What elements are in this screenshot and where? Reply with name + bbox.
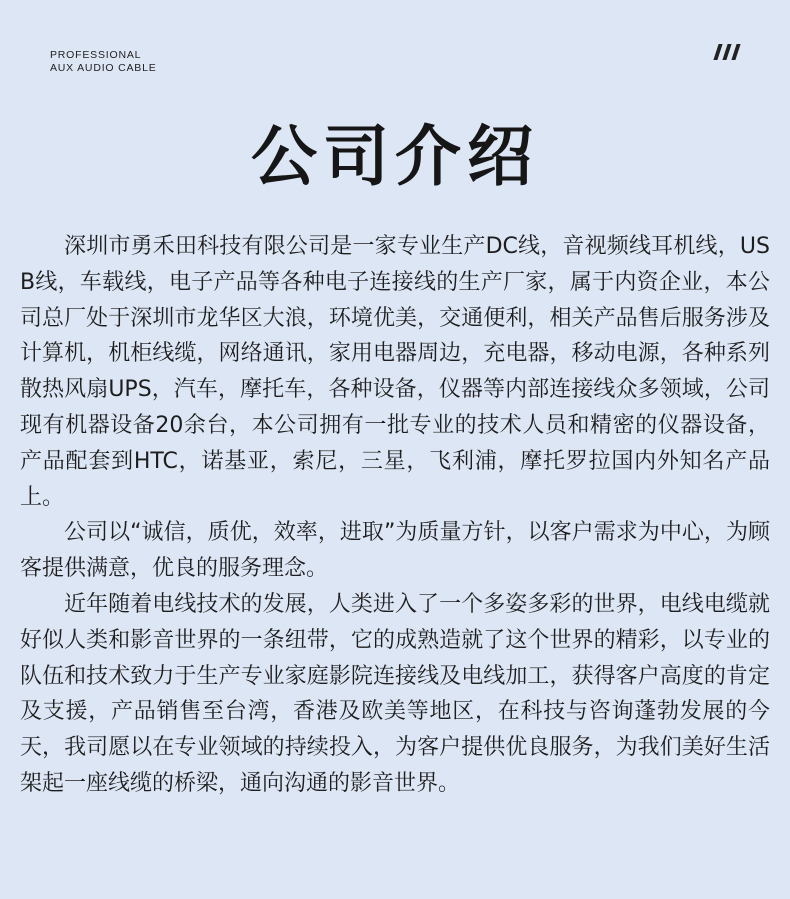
triple-slash-icon <box>716 44 738 60</box>
slash-mark <box>722 44 731 60</box>
brand-label <box>50 49 157 75</box>
slash-mark <box>713 44 722 60</box>
page-title: 公司介绍 <box>251 118 539 195</box>
paragraph-development: 近年随着电线技术的发展，人类进入了一个多姿多彩的世界，电线电缆就好似人类和影音世界的一条纽带，它的成熟造就了这个世界的精彩，以专业的队伍和技术致力于生产专业家庭影院连接线及电线加工，获得客户高度的肯定及支援，产品销售至台湾，香港及欧美等地区，在科技与咨询蓬勃发展的今天，我司愿以在专业领域的持续投入，为客户提供优良服务，为我们美好生活架起一座线缆的桥梁，通向沟通的影音世界。 <box>20 591 770 796</box>
brand-line-aux-audio-cable: AUX AUDIO CABLE <box>50 62 157 74</box>
paragraph-company-profile: 深圳市勇禾田科技有限公司是一家专业生产DC线，音视频线耳机线，USB线，车载线，电子产品等各种电子连接线的生产厂家，属于内资企业，本公司总厂处于深圳市龙华区大浪，环境优美，交通便利，相关产品售后服务涉及计算机，机柜线缆，网络通讯，家用电器周边，充电器，移动电源，各种系列散热风扇UPS，汽车，摩托车，各种设备，仪器等内部连接线众多领域，公司现有机器设备20余台，本公司拥有一批专业的技术人员和精密的仪器设备，产品配套到HTC，诺基亚，索尼，三星，飞利浦，摩托罗拉国内外知名产品上。 <box>20 234 770 510</box>
slash-mark <box>731 44 740 60</box>
company-intro-body <box>20 229 770 802</box>
brand-line-professional: PROFESSIONAL <box>50 49 142 61</box>
paragraph-quality-policy: 公司以“诚信，质优，效率，进取”为质量方针，以客户需求为中心，为顾客提供满意，优良的服务理念。 <box>20 520 770 582</box>
